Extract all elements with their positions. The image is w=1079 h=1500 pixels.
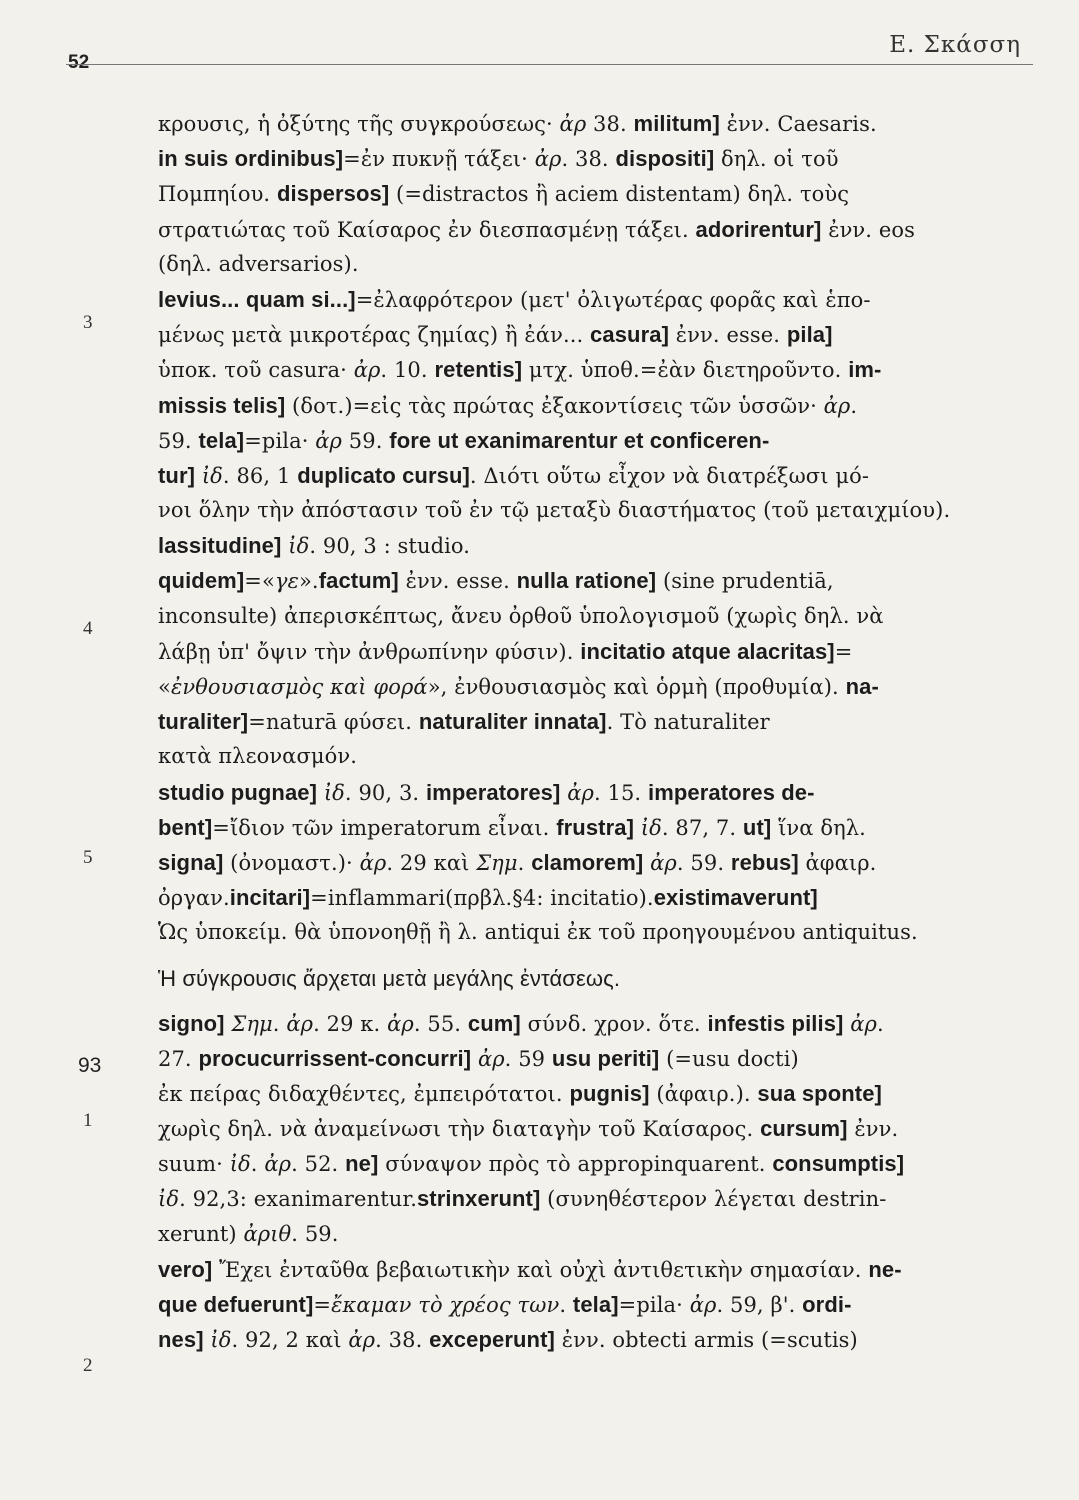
gloss-text: =ἴδιον τῶν imperatorum εἶναι. <box>212 815 557 840</box>
text-line <box>158 1252 1038 1287</box>
abbreviation: ἰδ <box>640 815 662 840</box>
lemma: ne- <box>868 1256 902 1282</box>
text-line <box>158 739 1038 774</box>
gloss-text: . 52. <box>291 1152 346 1177</box>
lemma: levius... quam si...] <box>158 286 356 312</box>
abbreviation: ἰδ <box>229 1152 251 1177</box>
text-line <box>158 880 1038 915</box>
gloss-text: . 92,3: exanimarentur. <box>179 1187 417 1212</box>
gloss-text: . <box>250 1152 265 1177</box>
text-line <box>158 352 1038 387</box>
abbreviation: ἀρ <box>353 358 381 383</box>
text-line <box>158 1041 1038 1076</box>
gloss-text: (=distractos ἢ aciem distentam) δηλ. τοὺς <box>389 182 850 207</box>
text-line <box>158 388 1038 423</box>
lemma: incitatio atque alacritas] <box>580 638 835 664</box>
chapter-number: 93 <box>78 1054 102 1077</box>
running-head: Ε. Σκάσση <box>889 32 1021 58</box>
abbreviation: ἰδ <box>323 780 345 805</box>
text-line <box>158 1287 1038 1322</box>
lemma: usu periti] <box>551 1045 660 1071</box>
text-line <box>158 1111 1038 1146</box>
gloss-text: χωρὶς δηλ. νὰ ἀναμείνωσι τὴν διαταγὴν τοῦ Καίσαρος. <box>158 1117 761 1142</box>
lemma: fore ut exanimarentur et conficeren- <box>389 427 770 453</box>
lemma: missis telis] <box>158 392 286 418</box>
text-line <box>158 1006 1038 1041</box>
text-line <box>158 810 1038 845</box>
gloss-text: (ἀφαιρ.). <box>649 1081 758 1106</box>
gloss-text: 38. <box>586 112 634 136</box>
gloss-text: ἐκ πείρας διδαχθέντες, ἐμπειρότατοι. <box>158 1081 570 1106</box>
gloss-text: . Τὸ naturaliter <box>606 710 770 735</box>
text-line <box>158 563 1038 598</box>
gloss-text: . 38. <box>561 147 616 172</box>
commentary-body <box>158 106 1038 1357</box>
abbreviation: ἰδ <box>210 1328 232 1353</box>
gloss-text: 59. <box>342 428 390 453</box>
gloss-text: ». <box>298 569 319 594</box>
gloss-text: ἐνν. Caesaris. <box>719 112 877 136</box>
gloss-text: . 55. <box>413 1011 468 1036</box>
text-line <box>158 1076 1038 1111</box>
abbreviation: ἰδ <box>288 534 310 559</box>
abbreviation: ἀρ <box>286 1011 314 1036</box>
lemma: studio pugnae] <box>158 779 318 805</box>
abbreviation: ἀρ <box>348 1328 376 1353</box>
gloss-text: στρατιώτας τοῦ Καίσαρος ἐν διεσπασμένῃ τάξει. <box>158 217 696 242</box>
text-line <box>158 845 1038 880</box>
gloss-text: . 90, 3. <box>344 780 426 805</box>
gloss-text: . <box>850 393 858 418</box>
lemma: casura] <box>590 322 670 348</box>
lemma: incitari] <box>229 885 311 911</box>
gloss-text: νοι ὅλην τὴν ἀπόστασιν τοῦ ἐν τῷ μεταξὺ διαστήματος (τοῦ μεταιχμίου). <box>158 498 951 523</box>
lemma: pila] <box>786 322 833 348</box>
lemma: sua sponte] <box>757 1080 882 1106</box>
gloss-text: . 92, 2 καὶ <box>231 1328 349 1353</box>
abbreviation: ἀρ <box>534 147 562 172</box>
gloss-text <box>195 464 202 488</box>
margin-number-section-3: 3 <box>83 312 93 333</box>
gloss-text: . <box>517 850 532 875</box>
text-line <box>158 176 1038 211</box>
gloss-text: (=usu docti) <box>659 1046 799 1071</box>
lemma: exceperunt] <box>429 1327 555 1353</box>
gloss-text <box>634 816 641 840</box>
text-line <box>158 1181 1038 1216</box>
lemma: militum] <box>633 111 720 136</box>
lemma: factum] <box>318 568 399 594</box>
gloss-text: =naturā φύσει. <box>248 710 419 735</box>
gloss-text: (συνηθέστερον λέγεται destrin- <box>540 1187 887 1212</box>
abbreviation: ἀρ <box>567 780 594 805</box>
gloss-text: . 59 <box>504 1046 552 1071</box>
gloss-text: ὑποκ. τοῦ casura· <box>158 358 354 383</box>
abbreviation: ἀρ <box>689 1293 717 1317</box>
gloss-text: ἐνν. eos <box>821 217 915 242</box>
lemma: imperatores] <box>425 779 561 805</box>
gloss-text <box>471 1047 478 1071</box>
gloss-text: », ἐνθουσιασμὸς καὶ ὁρμὴ (προθυμία). <box>427 675 846 699</box>
lemma: adorirentur] <box>695 216 822 242</box>
abbreviation: ἀρ <box>650 850 677 875</box>
gloss-text: inconsulte) ἀπερισκέπτως, ἄνευ ὀρθοῦ ὑπολογισμοῦ (χωρὶς δηλ. νὰ <box>158 603 884 628</box>
gloss-text: xerunt) <box>158 1221 244 1246</box>
text-line <box>158 1146 1038 1181</box>
gloss-text: (ὀνομαστ.)· <box>223 850 360 875</box>
gloss-text: . <box>559 1293 573 1317</box>
gloss-text: σύναψον πρὸς τὸ appropinquarent. <box>378 1152 773 1177</box>
gloss-text: . 59. <box>291 1221 339 1246</box>
text-line <box>158 775 1038 810</box>
gloss-text: Ὡς ὑποκείμ. θὰ ὑπονοηθῇ ἢ λ. antiqui ἐκ τοῦ προηγουμένου antiquitus. <box>158 920 918 945</box>
lemma: turaliter] <box>158 709 249 735</box>
abbreviation: ἐνθουσιασμὸς καὶ φορά <box>170 675 428 699</box>
lemma: existimaverunt] <box>653 885 818 911</box>
gloss-text: . 10. <box>380 358 435 383</box>
gloss-text: =ἐν πυκνῇ τάξει· <box>343 147 535 172</box>
lemma: frustra] <box>556 814 634 840</box>
gloss-text: =pila· <box>244 428 316 453</box>
gloss-text: μένως μετὰ μικροτέρας ζημίας) ἢ ἐάν... <box>158 323 591 348</box>
gloss-text: =pila· <box>618 1293 690 1317</box>
margin-number-section-5: 5 <box>83 847 93 868</box>
gloss-text: 27. <box>158 1046 199 1071</box>
gloss-text: = <box>834 639 853 664</box>
lemma: ne] <box>345 1151 379 1177</box>
gloss-text: ἐνν. <box>847 1117 899 1142</box>
gloss-text: δηλ. οἱ τοῦ <box>714 147 839 172</box>
gloss-text: . 90, 3 : studio. <box>309 534 471 559</box>
lemma: pugnis] <box>569 1080 650 1106</box>
gloss-text: (δοτ.)=εἰς τὰς πρώτας ἐξακοντίσεις τῶν ὑσσῶν· <box>285 393 824 418</box>
text-line <box>158 915 1038 950</box>
lemma: dispersos] <box>276 181 390 207</box>
text-line <box>158 282 1038 317</box>
gloss-text: . 38. <box>375 1328 430 1353</box>
text-line <box>158 704 1038 739</box>
text-line <box>158 528 1038 563</box>
gloss-text: =« <box>244 569 275 594</box>
abbreviation: ἀρ <box>264 1152 292 1177</box>
gloss-text: σύνδ. χρον. ὅτε. <box>520 1011 708 1036</box>
section-heading <box>158 951 1038 1006</box>
gloss-text: Πομπηίου. <box>158 182 277 207</box>
lemma: rebus] <box>730 849 799 875</box>
gloss-text: ἐνν. esse. <box>398 569 517 594</box>
gloss-text: 59. <box>158 428 199 453</box>
lemma: in suis ordinibus] <box>158 146 344 172</box>
gloss-text: (δηλ. adversarios). <box>158 251 359 276</box>
gloss-text: . <box>877 1011 884 1036</box>
lemma: signo] <box>158 1010 225 1036</box>
text-line <box>158 141 1038 176</box>
lemma: dispositi] <box>615 146 715 172</box>
text-line <box>158 247 1038 282</box>
gloss-text: . 29 καὶ <box>386 850 477 875</box>
margin-number-section-4: 4 <box>83 618 93 639</box>
lemma: tur] <box>158 462 196 488</box>
abbreviation: ἀρ <box>315 428 343 453</box>
lemma: im- <box>848 357 882 383</box>
lemma: retentis] <box>434 357 523 383</box>
abbreviation: ἰδ <box>158 1187 180 1212</box>
gloss-text: « <box>158 675 171 699</box>
lemma: nulla ratione] <box>516 568 657 594</box>
text-line <box>158 317 1038 352</box>
gloss-text: . 15. <box>593 780 648 805</box>
abbreviation: ἀρ <box>823 393 851 418</box>
page-number: 52 <box>68 52 90 73</box>
text-line <box>158 106 1038 141</box>
lemma: signa] <box>158 849 224 875</box>
margin-number-section-2: 2 <box>83 1355 93 1376</box>
lemma: clamorem] <box>531 849 644 875</box>
gloss-text: ἀφαιρ. <box>798 850 877 875</box>
gloss-text: =inflammari(πρβλ.§4: incitatio). <box>310 886 654 911</box>
gloss-text: Ἔχει ἐνταῦθα βεβαιωτικὴν καὶ οὐχὶ ἀντιθετικὴν σημασίαν. <box>212 1257 869 1282</box>
lemma: vero] <box>158 1256 213 1282</box>
abbreviation: ἔκαμαν τὸ χρέος των <box>331 1293 560 1317</box>
abbreviation: γε <box>274 569 299 594</box>
abbreviation: ἀρ <box>477 1046 505 1071</box>
abbreviation: ἀρ <box>387 1011 414 1036</box>
lemma: quidem] <box>158 568 245 594</box>
gloss-text: . Διότι οὕτω εἶχον νὰ διατρέξωσι μό- <box>469 463 870 488</box>
lemma: duplicato cursu] <box>297 462 470 488</box>
lemma: infestis pilis] <box>707 1010 844 1036</box>
gloss-text: suum· <box>158 1152 230 1177</box>
gloss-text: . 59, β'. <box>716 1293 803 1317</box>
text-line <box>158 634 1038 669</box>
lemma: ut] <box>742 814 772 840</box>
abbreviation: ἀρ <box>850 1011 877 1036</box>
gloss-text: λάβῃ ὑπ' ὄψιν τὴν ἀνθρωπίνην φύσιν). <box>158 639 581 664</box>
lemma: bent] <box>158 814 213 840</box>
gloss-text: . 87, 7. <box>661 815 743 840</box>
abbreviation: Σημ <box>476 850 518 875</box>
text-line <box>158 599 1038 634</box>
gloss-text: . <box>272 1011 287 1036</box>
gloss-text: . 59. <box>676 850 731 875</box>
text-line <box>158 669 1038 704</box>
gloss-text: μτχ. ὑποθ.=ἐὰν διετηροῦντο. <box>522 358 849 383</box>
text-line <box>158 1217 1038 1252</box>
abbreviation: ἀριθ <box>243 1221 292 1246</box>
gloss-text: ἐνν. obtecti armis (=scutis) <box>554 1328 858 1353</box>
lemma: cum] <box>467 1010 521 1036</box>
lemma: na- <box>845 674 879 699</box>
abbreviation: ἀρ <box>559 112 587 136</box>
gloss-text: ἵνα δηλ. <box>771 815 866 840</box>
abbreviation: ἰδ <box>201 463 223 488</box>
abbreviation: Σημ <box>231 1011 273 1036</box>
text-line <box>158 423 1038 458</box>
text-line <box>158 458 1038 493</box>
gloss-text: . 86, 1 <box>222 463 298 488</box>
header-rule <box>66 64 1033 65</box>
lemma: lassitudine] <box>158 533 282 559</box>
gloss-text: =ἐλαφρότερον (μετ' ὀλιγωτέρας φορᾶς καὶ ἑπο- <box>355 287 871 312</box>
lemma: tela] <box>198 427 245 453</box>
lemma: strinxerunt] <box>416 1186 541 1212</box>
abbreviation: ἀρ <box>359 850 387 875</box>
gloss-text: κρουσις, ἡ ὀξύτης τῆς συγκρούσεως· <box>158 112 560 136</box>
lemma: ordi- <box>802 1292 852 1317</box>
gloss-text: ὀργαν. <box>158 886 230 911</box>
lemma: tela] <box>572 1292 619 1317</box>
margin-number-section-1: 1 <box>83 1110 93 1131</box>
lemma: procucurrissent-concurri] <box>198 1045 472 1071</box>
gloss-text: κατὰ πλεονασμόν. <box>158 744 358 769</box>
lemma: consumptis] <box>772 1151 905 1177</box>
text-line <box>158 212 1038 247</box>
text-line <box>158 1322 1038 1357</box>
lemma: naturaliter innata] <box>418 709 607 735</box>
gloss-text: = <box>313 1293 332 1317</box>
gloss-text <box>317 781 324 805</box>
lemma: imperatores de- <box>647 779 815 805</box>
gloss-text: (sine prudentiā, <box>656 569 834 594</box>
gloss-text: ἐνν. esse. <box>669 323 787 348</box>
gloss-text: . 29 κ. <box>313 1011 388 1036</box>
lemma: que defuerunt] <box>158 1292 314 1317</box>
heading-text: Ἡ σύγκρουσις ἄρχεται μετὰ μεγάλης ἐντάσεως. <box>158 965 621 991</box>
lemma: nes] <box>158 1327 204 1353</box>
text-line <box>158 493 1038 528</box>
lemma: cursum] <box>760 1116 848 1142</box>
